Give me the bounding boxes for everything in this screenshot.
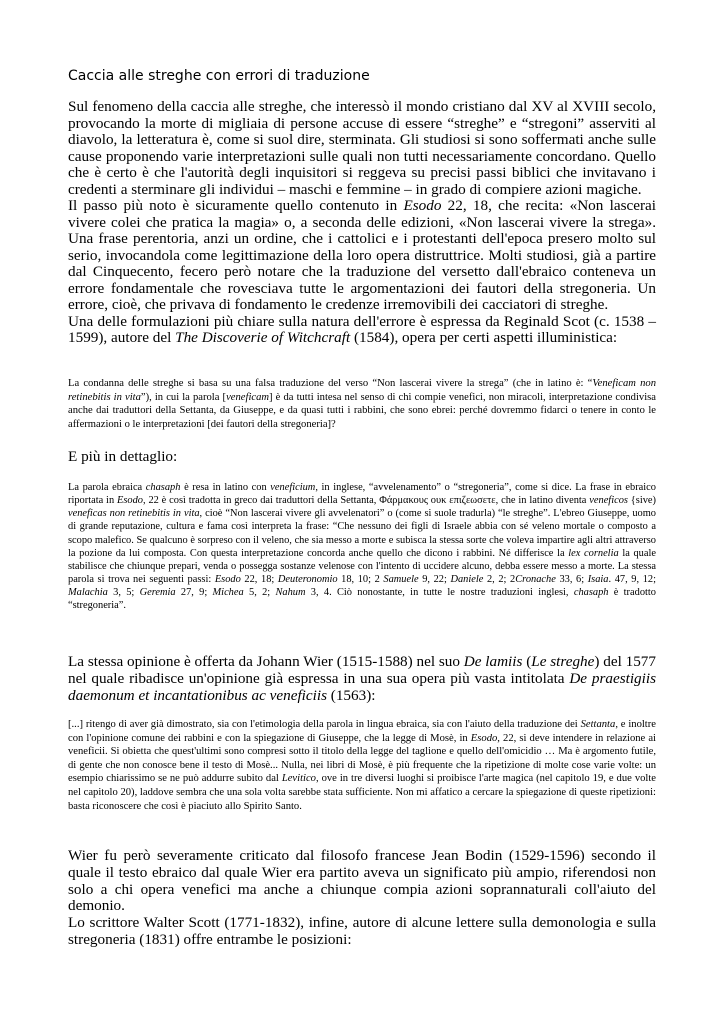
quote-scot: La condanna delle streghe si basa su una falsa traduzione del verso “Non lascerai vivere la strega” (che in latino è: “Veneficam non retinebitis in vita”), in cui la parola [veneficam] è da tutti intesa nel senso di chi compie venefici, non miracoli, interpretazione condivisa anche dai traduttori della Settanta, da Giuseppe, e da quasi tutti i rabbini, che sono ebrei: perché dovremmo fidarci o tenere in conto le affermazioni o le interpretazioni [dei fautori della stregoneria]? xyxy=(68,378,656,430)
closing-section xyxy=(68,848,656,949)
paragraph-walter-scott: Lo scrittore Walter Scott (1771-1832), infine, autore di alcune lettere sulla demonologia e sulla stregoneria (1831) offre entrambe le posizioni: xyxy=(68,914,656,948)
paragraph-exodus: Il passo più noto è sicuramente quello contenuto in Esodo 22, 18, che recita: «Non lascerai vivere colei che pratica la magia» o, a seconda delle edizioni, «Non lascerai vivere la strega». Una frase perentoria, anzi un ordine, che i cattolici e i protestanti dell'epoca presero molto sul serio, invocandola come legittimazione della loro opera distruttrice. Molti studiosi, già a partire dal Cinquecento, fecero però notare che la traduzione del versetto dall'ebraico conteneva un errore fondamentale che rovesciava tutte le argomentazioni dei fautori della stregoneria. Un errore, cioè, che privava di fondamento le credenze irremovibili dei cacciatori di streghe. xyxy=(68,197,656,313)
paragraph-bodin: Wier fu però severamente criticato dal filosofo francese Jean Bodin (1529-1596) secondo il quale il testo ebraico dal quale Wier era partito aveva un significato più ampio, riferendosi non solo a chi opera venefici ma anche a chiunque compia azioni soprannaturali coll'aiuto del demonio. xyxy=(68,847,656,915)
quote-wier: [...] ritengo di aver già dimostrato, sia con l'etimologia della parola in lingua ebraica, sia con l'aiuto della traduzione dei Settanta, e inoltre con l'opinione comune dei rabbini e con la spiegazione di Giuseppe, che la legge di Mosè, in Esodo, 22, si deve intendere in relazione ai veneficii. Si obietta che quest'ultimi sono compresi sotto il titolo della legge del taglione e quello dell'omicidio … Ma è argomento futile, di gente che non conosce bene il testo di Mosè... Nulla, nei libri di Mosè, è più frequente che la ripetizione di molte cose varie volte: un esempio chiarissimo se ne può addurre subito dal Levitico, ove in tre diversi luoghi si proibisce l'arte magica (nel capitolo 19, e due volte nel capitolo 20), laddove sembra che una sola volta sarebbe stata sufficiente. Non mi affatico a cercare la spiegazione di queste ripetizioni: basta riconoscere che così è piaciuto allo Spirito Santo. xyxy=(68,719,657,812)
paragraph-wier: La stessa opinione è offerta da Johann Wier (1515-1588) nel suo De lamiis (Le streghe) del 1577 nel quale ribadisce un'opinione già espressa in una sua opera più vasta intitolata De praestigiis daemonum et incantationibus ac veneficiis (1563): xyxy=(68,653,656,704)
paragraph-intro: Sul fenomeno della caccia alle streghe, che interessò il mondo cristiano dal XV al XVIII secolo, provocando la morte di migliaia di persone accuse di essere “streghe” e “stregoni” asserviti al diavolo, la letteratura è, come si suol dire, sterminata. Gli studiosi si sono soffermati anche sulle cause proponendo varie interpretazioni sulle quali non tutti necessariamente concordano. Quello che è certo è che l'autorità degli inquisitori si reggeva su precisi passi biblici che invitavano i credenti a sterminare gli individui – maschi e femmine – in grado di compiere azioni magiche. xyxy=(68,98,656,198)
paragraph-dettaglio: E più in dettaglio: xyxy=(68,448,178,465)
intro-section xyxy=(68,99,656,347)
paragraph-scot: Una delle formulazioni più chiare sulla natura dell'errore è espressa da Reginald Scot (c. 1538 – 1599), autore del The Discoverie of Witchcraft (1584), opera per certi aspetti illuministica: xyxy=(68,312,656,346)
quote-chasaph: La parola ebraica chasaph è resa in latino con veneficium, in inglese, “avvelenamento” o “stregoneria”, come si dice. La frase in ebraico riportata in Esodo, 22 è così tradotta in greco dai traduttori della Settanta, Φάρμακους ουκ επιζεωσετε, che in latino diventa veneficos {sive) veneficas non retinebitis in vita, cioè “Non lascerai vivere gli avvelenatori” o (come si suole tradurla) “le streghe”. L'ebreo Giuseppe, uomo di grande reputazione, cultura e fama così interpreta la frase: “Che nessuno dei figli di Israele abbia con sé veleno mortale o composto a scopo malefico. Se qualcuno è sorpreso con il veleno, che sia messo a morte e subisca la stessa sorte che voleva impartire agli altri attraverso la pozione da lui composta. Con questa interpretazione concorda anche quello che dicono i rabbini. Né differisce la lex cornelia la quale stabilisce che chiunque prepari, venda o possegga sostanze velenose con l'intento di uccidere alcuno, debba essere messo a morte. La stessa parola si trova nei seguenti passi: Esodo 22, 18; Deuteronomio 18, 10; 2 Samuele 9, 22; Daniele 2, 2; 2Cronache 33, 6; Isaia. 47, 9, 12; Malachia 3, 5; Geremia 27, 9; Michea 5, 2; Nahum 3, 4. Ciò nonostante, in tutte le nostre traduzioni inglesi, chasaph è tradotto “stregoneria”. xyxy=(68,482,657,612)
document-title: Caccia alle streghe con errori di traduzione xyxy=(68,68,370,84)
